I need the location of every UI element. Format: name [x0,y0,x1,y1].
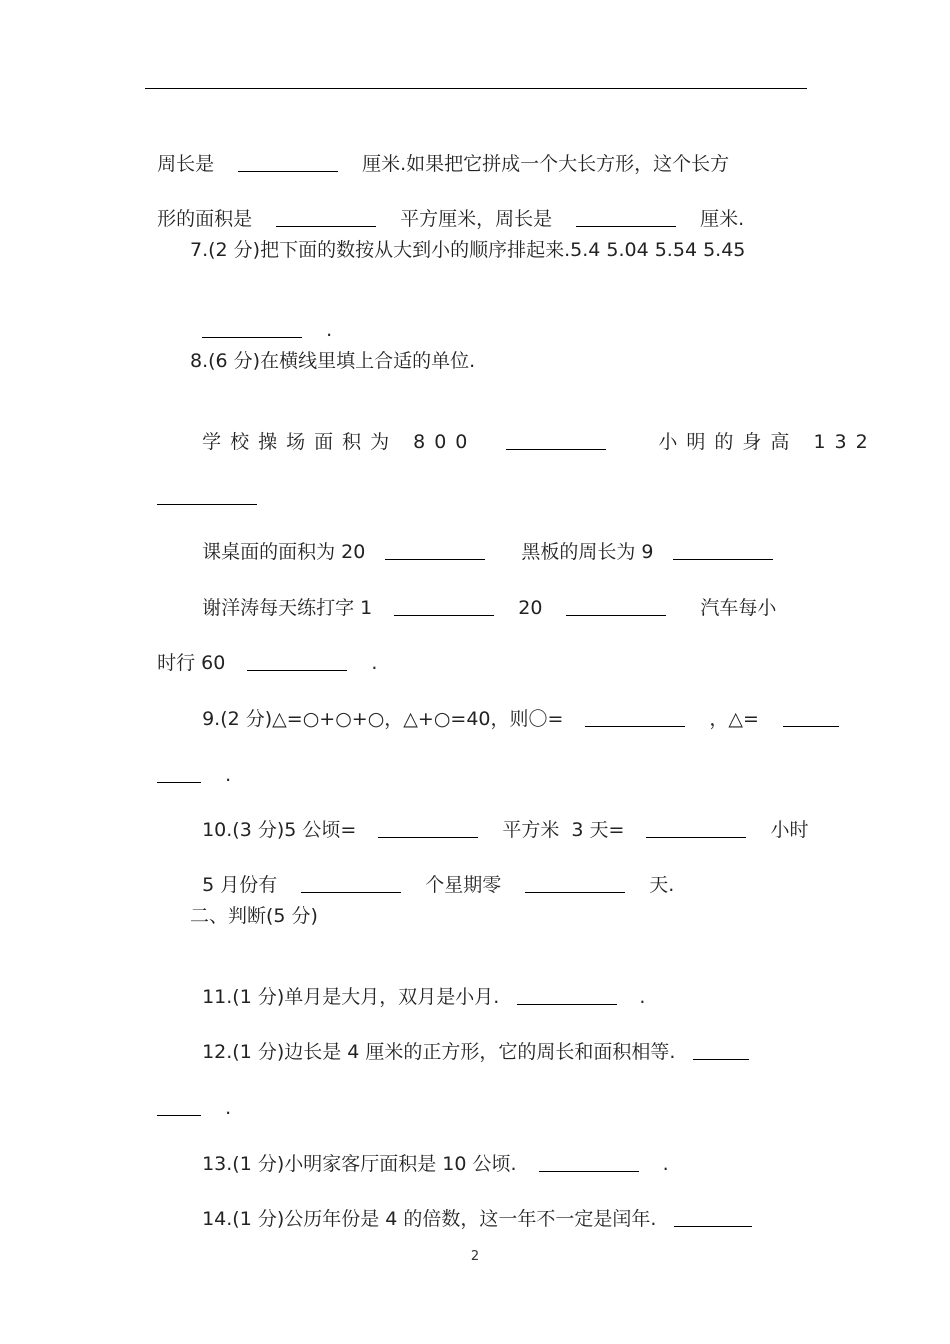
answer-blank[interactable] [525,872,625,893]
answer-blank[interactable] [394,595,494,616]
text: 14.(1 分)公历年份是 4 的倍数，这一年不一定是闰年. [202,1208,657,1230]
text: 5 月份有 [202,874,278,896]
answer-blank[interactable] [157,762,201,783]
text: 时行 60 [157,652,226,674]
text: 谢洋涛每天练打字 1 [202,597,373,619]
text: . [326,319,333,341]
text: 学校操场面积为 800 [202,431,477,453]
answer-blank[interactable] [238,151,338,172]
question-7: 7.(2 分)把下面的数按从大到小的顺序排起来.5.4 5.04 5.54 5.45 [190,239,746,261]
text: 平方厘米，周长是 [400,208,553,230]
text: . [225,764,232,786]
line-perimeter [145,127,729,176]
section-heading-judgement: 二、判断(5 分) [190,905,318,927]
question-10 [190,793,808,842]
answer-blank[interactable] [202,317,302,338]
answer-blank[interactable] [517,984,617,1005]
line-area [145,182,744,231]
text: 汽车每小 [700,597,777,619]
question-13 [190,1127,669,1176]
text: . [639,986,646,1008]
text: 20 [518,597,543,619]
question-8-line-1 [190,405,877,454]
answer-blank[interactable] [506,429,606,450]
question-12-cont [145,1071,231,1120]
text: . [371,652,378,674]
text: 小时 [770,819,809,841]
text: 11.(1 分)单月是大月，双月是小月. [202,986,500,1008]
text: . [225,1097,232,1119]
question-8-line-4 [145,626,377,675]
header-rule [145,88,807,89]
answer-blank[interactable] [646,817,746,838]
answer-blank[interactable] [673,539,773,560]
answer-blank[interactable] [566,595,666,616]
question-9-cont [145,738,231,787]
text: 12.(1 分)边长是 4 厘米的正方形，它的周长和面积相等. [202,1041,676,1063]
text: 课桌面的面积为 20 [202,541,366,563]
question-8-line-2 [190,515,773,564]
text: 厘米.如果把它拼成一个大长方形，这个长方 [362,153,730,175]
text: 周长是 [157,153,215,175]
answer-blank[interactable] [301,872,401,893]
text: 10.(3 分)5 公顷= [202,819,357,841]
text: 小明的身高 132 [658,431,877,453]
answer-blank[interactable] [378,817,478,838]
answer-blank[interactable] [157,1095,201,1116]
answer-blank[interactable] [674,1206,752,1227]
question-14 [190,1182,752,1231]
question-12 [190,1015,749,1064]
question-9 [190,682,839,731]
answer-blank[interactable] [157,484,257,505]
text: 形的面积是 [157,208,253,230]
answer-blank[interactable] [693,1039,749,1060]
text: 天. [649,874,675,896]
page-number: 2 [470,1249,480,1264]
question-10-line-2 [190,848,674,897]
text: . [662,1153,669,1175]
answer-blank[interactable] [585,706,685,727]
text: 厘米. [700,208,745,230]
answer-blank[interactable] [247,650,347,671]
question-8-line-1b [145,460,257,509]
answer-blank[interactable] [783,706,839,727]
text: 黑板的周长为 9 [521,541,654,563]
text: ，△= [709,708,759,730]
text: 平方米 3 天= [502,819,625,841]
text: 13.(1 分)小明家客厅面积是 10 公顷. [202,1153,517,1175]
question-11 [190,960,645,1009]
question-8: 8.(6 分)在横线里填上合适的单位. [190,350,476,372]
text: 个星期零 [425,874,502,896]
text: 9.(2 分)△=○+○+○，△+○=40，则〇= [202,708,564,730]
question-8-line-3 [190,571,776,620]
answer-blank[interactable] [539,1151,639,1172]
answer-blank[interactable] [576,206,676,227]
answer-blank[interactable] [276,206,376,227]
answer-blank[interactable] [385,539,485,560]
question-7-answer [190,293,332,342]
